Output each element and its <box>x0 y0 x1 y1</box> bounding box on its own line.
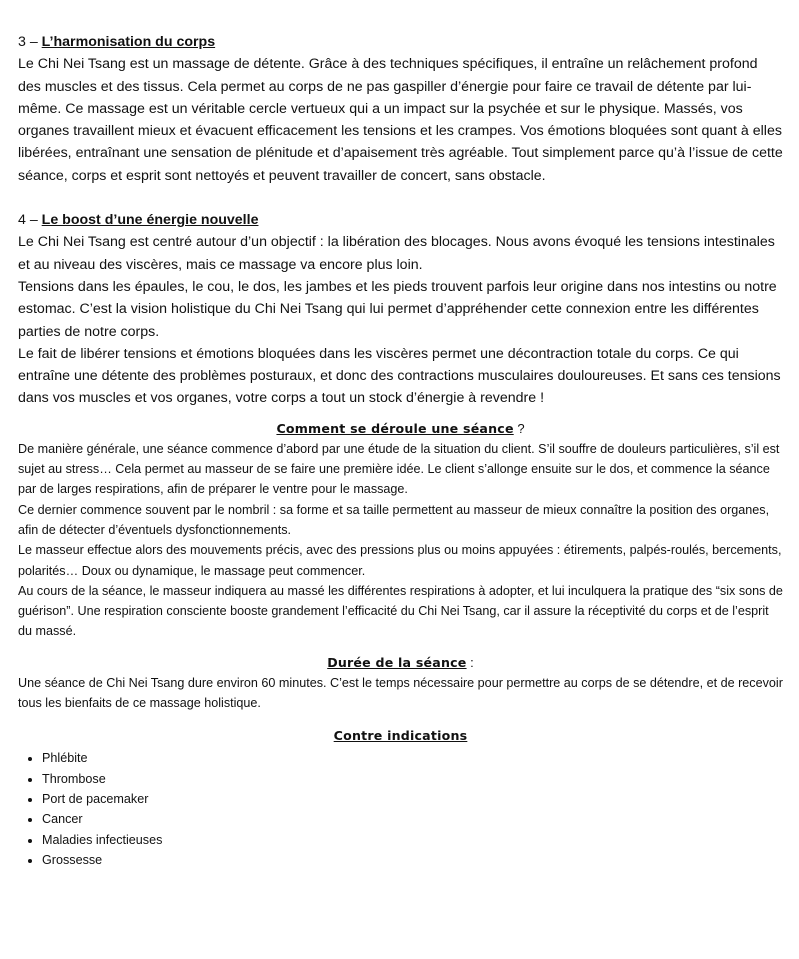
section-paragraph: Le Chi Nei Tsang est centré autour d’un objectif : la libération des blocages. Nous avons évoqué les tensions intestinales et au niveau des viscères, mais ce massage va encore plus loin. <box>18 234 775 273</box>
subsection-deroulement-seance <box>18 418 783 642</box>
section-paragraph: Tensions dans les épaules, le cou, le dos, les jambes et les pieds trouvent parfois leur origine dans nos intestins ou notre estomac. C’est la vision holistique du Chi Nei Tsang qui lui permet d’appréhender cette connexion entre les différentes parties de notre corps. <box>18 278 777 340</box>
subsection-paragraph: Ce dernier commence souvent par le nombril : sa forme et sa taille permettent au masseur de mieux connaître la position des organes, afin de détecter d’éventuels dysfonctionnements. <box>18 502 770 537</box>
section-paragraph: Le fait de libérer tensions et émotions bloquées dans les viscères permet une décontraction totale du corps. Ce qui entraîne une détente des problèmes posturaux, et donc des contractions musculaires douloureuses. Et sans ces tensions dans vos muscles et vos organes, votre corps a tout un stock d’énergie à revendre ! <box>18 345 781 407</box>
subsection-paragraph: De manière générale, une séance commence d’abord par une étude de la situation du client. S’il souffre de douleurs particulières, s’il est sujet au stress… Cela permet au masseur de se faire une première idée. Le client s’allonge ensuite sur le dos, et commence la séance par de larges respirations, afin de préparer le ventre pour le massage. <box>18 441 780 497</box>
list-item: • Phlébite <box>42 748 783 768</box>
subsection-paragraph: Au cours de la séance, le masseur indiquera au massé les différentes respirations à adopter, et lui inculquera la pratique des “six sons de guérison”. Une respiration consciente booste grandement l’efficacité du Chi Nei Tsang, car il assure la réceptivité du corps et de l’esprit du massé. <box>18 583 783 639</box>
section-number: 3 – <box>18 34 42 50</box>
subsection-heading-suffix: ? <box>513 420 525 436</box>
subsection-heading-text: Contre indications <box>333 728 468 744</box>
section-title <box>18 31 783 53</box>
subsection-heading-text: Durée de la séance <box>327 654 467 670</box>
subsection-heading <box>18 725 783 746</box>
section-paragraph: Le Chi Nei Tsang est un massage de détente. Grâce à des techniques spécifiques, il entraîne un relâchement profond des muscles et des tissus. Cela permet au corps de ne pas gaspiller d’énergie pour faire ce travail de détente par lui-même. Ce massage est un véritable cercle vertueux qui a un impact sur la psychée et sur le physique. Massés, vos organes travaillent mieux et évacuent efficacement les tensions et les crampes. Vos émotions bloquées sont quant à elles libérées, entraînant une sensation de plénitude et d’apaisement très agréable. Tout simplement parce qu’à l’issue de cette séance, corps et esprit sont nettoyés et peuvent travailler de concert, sans obstacle. <box>18 56 783 184</box>
subsection-heading <box>18 418 783 439</box>
subsection-contre-indications <box>18 725 783 870</box>
section-title-text: Le boost d’une énergie nouvelle <box>41 212 259 229</box>
list-item: • Maladies infectieuses <box>42 830 783 850</box>
subsection-paragraph: Une séance de Chi Nei Tsang dure environ 60 minutes. C’est le temps nécessaire pour permettre au corps de se détendre, et de recevoir tous les bienfaits de ce massage holistique. <box>18 675 783 711</box>
section-title <box>18 209 783 231</box>
list-item: • Grossesse <box>42 850 783 870</box>
section-number: 4 – <box>18 212 42 229</box>
subsection-heading-suffix: : <box>466 654 474 670</box>
section-harmonisation <box>18 31 783 187</box>
list-item: • Cancer <box>42 809 783 829</box>
subsection-paragraph: Le masseur effectue alors des mouvements précis, avec des pressions plus ou moins appuyées : étirements, palpés-roulés, bercements, polarités… Doux ou dynamique, le massage peut commencer. <box>18 543 782 578</box>
subsection-heading-text: Comment se déroule une séance <box>276 420 514 436</box>
section-boost-energie <box>18 209 783 410</box>
list-item: • Port de pacemaker <box>42 789 783 809</box>
subsection-heading <box>18 652 783 673</box>
subsection-duree-seance <box>18 652 783 714</box>
section-title-text: L’harmonisation du corps <box>41 34 216 50</box>
contre-indications-list <box>18 748 783 870</box>
list-item: • Thrombose <box>42 769 783 789</box>
